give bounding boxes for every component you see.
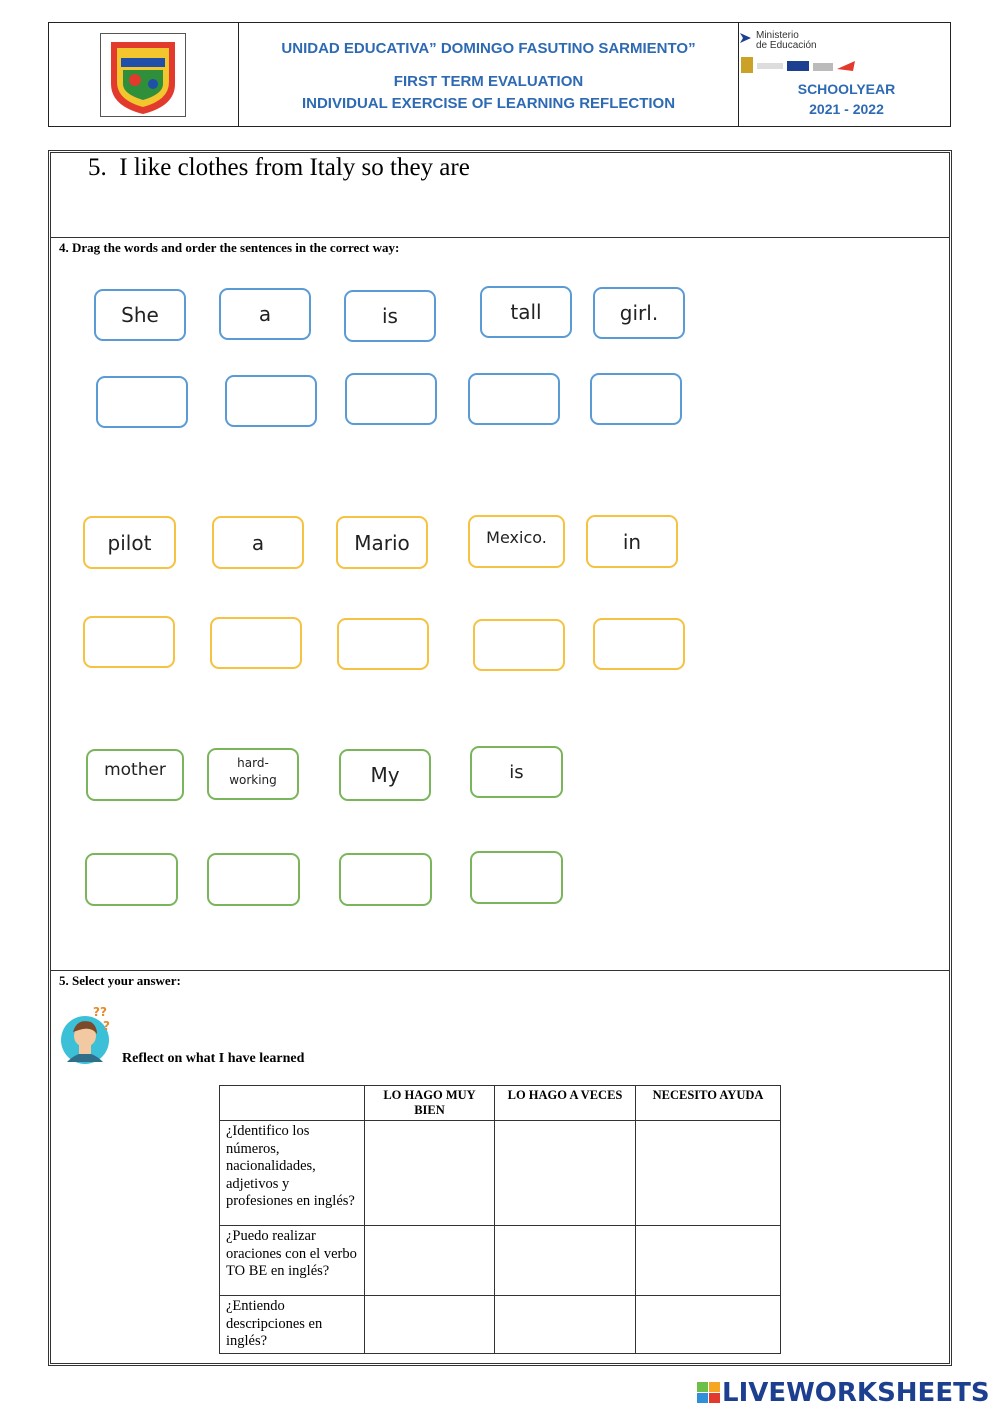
drop-slot[interactable] — [225, 375, 317, 427]
evaluation-title: FIRST TERM EVALUATION — [393, 73, 584, 90]
drop-slot[interactable] — [210, 617, 302, 669]
reflection-table — [219, 1085, 781, 1354]
ministry-arrow-icon — [739, 31, 753, 45]
ministry-line2: de Educación — [756, 40, 817, 51]
divider — [51, 237, 949, 238]
answer-cell[interactable] — [636, 1296, 781, 1354]
word-tile[interactable]: Mario — [336, 516, 428, 569]
drop-slot[interactable] — [83, 616, 175, 668]
answer-cell[interactable] — [365, 1296, 495, 1354]
reflect-label: Reflect on what I have learned — [122, 1051, 305, 1066]
word-tile[interactable]: a — [219, 288, 311, 340]
drop-slot[interactable] — [339, 853, 432, 906]
table-row — [220, 1296, 781, 1354]
schoolyear-value: 2021 - 2022 — [809, 101, 884, 117]
drop-slot[interactable] — [207, 853, 300, 906]
table-row — [220, 1226, 781, 1296]
word-tile[interactable]: mother — [86, 749, 184, 801]
answer-cell[interactable] — [365, 1226, 495, 1296]
exercise-title: INDIVIDUAL EXERCISE OF LEARNING REFLECTION — [301, 95, 676, 112]
drop-slot[interactable] — [85, 853, 178, 906]
header-table — [48, 22, 951, 127]
drop-slot[interactable] — [96, 376, 188, 428]
table-header: NECESITO AYUDA — [636, 1086, 781, 1121]
word-tile[interactable]: is — [470, 746, 563, 798]
word-tile[interactable]: girl. — [593, 287, 685, 339]
svg-text:?: ? — [103, 1019, 110, 1033]
divider — [51, 970, 949, 971]
drop-slot[interactable] — [593, 618, 685, 670]
drop-slot[interactable] — [470, 851, 563, 904]
row-question: ¿Identifico los números, nacionalidades, adjetivos y profesiones en inglés? — [220, 1121, 365, 1226]
word-tile[interactable]: My — [339, 749, 431, 801]
drop-slot[interactable] — [337, 618, 429, 670]
word-tile[interactable]: is — [344, 290, 436, 342]
row-question: ¿Entiendo descripciones en inglés? — [220, 1296, 365, 1354]
answer-cell[interactable] — [495, 1121, 636, 1226]
svg-text:??: ?? — [93, 1005, 107, 1019]
question-5-sentence — [88, 154, 470, 182]
answer-cell[interactable] — [365, 1121, 495, 1226]
table-header: LO HAGO MUY BIEN — [365, 1086, 495, 1121]
thinking-person-icon — [57, 1004, 117, 1066]
drop-slot[interactable] — [473, 619, 565, 671]
school-logo — [100, 33, 186, 117]
answer-cell[interactable] — [636, 1226, 781, 1296]
liveworksheets-logo-icon — [697, 1382, 721, 1404]
drop-slot[interactable] — [590, 373, 682, 425]
word-tile[interactable]: a — [212, 516, 304, 569]
school-name: UNIDAD EDUCATIVA” DOMINGO FASUTINO SARMIENTO” — [281, 40, 696, 57]
word-tile[interactable]: tall — [480, 286, 572, 338]
drop-slot[interactable] — [345, 373, 437, 425]
section-4-instruction: 4. Drag the words and order the sentences in the correct way: — [59, 240, 400, 255]
table-header: LO HAGO A VECES — [495, 1086, 636, 1121]
logo-cell — [49, 23, 239, 126]
answer-cell[interactable] — [495, 1296, 636, 1354]
answer-cell[interactable] — [636, 1121, 781, 1226]
drop-slot[interactable] — [468, 373, 560, 425]
word-tile[interactable]: She — [94, 289, 186, 341]
answer-cell[interactable] — [495, 1226, 636, 1296]
question-number: 5. — [88, 154, 107, 181]
schoolyear-label: SCHOOLYEAR — [797, 81, 896, 97]
word-tile[interactable]: in — [586, 515, 678, 568]
row-question: ¿Puedo realizar oraciones con el verbo TO BE en inglés? — [220, 1226, 365, 1296]
government-logos-icon — [741, 55, 857, 79]
liveworksheets-brand[interactable]: LIVEWORKSHEETS — [722, 1378, 990, 1408]
word-tile[interactable]: hard-working — [207, 748, 299, 800]
section-5-instruction: 5. Select your answer: — [59, 973, 181, 988]
word-tile[interactable]: Mexico. — [468, 515, 565, 568]
table-row — [220, 1121, 781, 1226]
ministry-line1: Ministerio — [756, 30, 799, 41]
word-tile[interactable]: pilot — [83, 516, 176, 569]
question-text: I like clothes from Italy so they are — [119, 154, 470, 181]
table-header — [220, 1086, 365, 1121]
